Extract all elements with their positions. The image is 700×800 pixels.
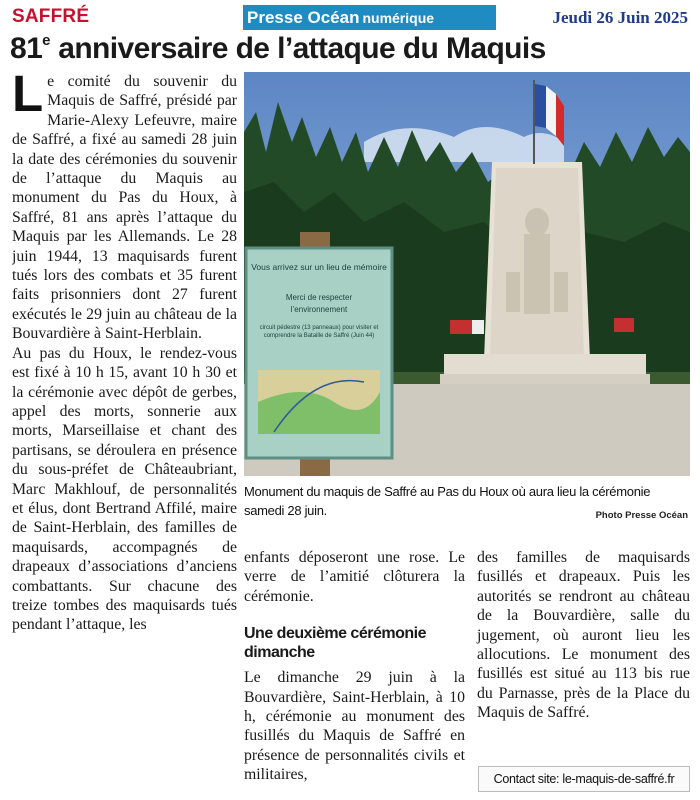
article-column-2 <box>244 548 465 785</box>
article-column-3 <box>477 548 690 723</box>
sign-small-text: circuit pédestre (13 panneaux) pour visiter et comprendre la Bataille de Saffré (Juin 44) <box>259 325 379 339</box>
contact-site-link[interactable]: Contact site: le-maquis-de-saffré.fr <box>478 766 690 792</box>
article-paragraph-3: enfants déposeront une rose. Le verre de l’amitié clôturera la cérémonie. <box>244 549 465 605</box>
article-column-1 <box>12 72 237 798</box>
drop-cap: L <box>12 72 44 122</box>
sign-line-1: Merci de respecter <box>285 293 353 302</box>
headline-ordinal: e <box>42 32 51 49</box>
photo-credit: Photo Presse Océan <box>595 510 688 521</box>
brand-name: Presse Océan <box>247 8 360 27</box>
article-paragraph-5: des familles de maquisards fusillés et drapeaux. Puis les autorités se rendront au château de la Bouvardière, salle du jugement, où auront lieu les allocutions. Le monument des fusillés est situé au 113 bis rue du Parnasse, près de la Place du Maquis de Saffré. <box>477 549 690 722</box>
article-headline <box>10 32 700 66</box>
brand-sub: numérique <box>362 10 435 26</box>
headline-number: 81 <box>10 32 43 65</box>
paragraph-1-text: e comité du souvenir du Maquis de Saffré, présidé par Marie-Alexy Lefeuvre, maire de Saffré, a fixé au samedi 28 juin la date des cérémonies du souvenir de l’attaque du Maquis au monument du Pas du Houx, à Saffré, 81 ans après l’attaque du Maquis par les Allemands. Le 28 juin 1944, 13 maquisards furent tués lors des combats et 35 furent faits prisonniers dont 27 furent exécutés le 29 juin au château de la Bouvardière à Saint-Herblain. <box>12 73 237 343</box>
sign-line-2: l’environnement <box>290 305 348 314</box>
headline-text: anniversaire de l’attaque du Maquis <box>50 32 546 65</box>
photo-caption: Monument du maquis de Saffré au Pas du Houx où aura lieu la cérémonie samedi 28 juin. <box>244 484 651 518</box>
sign-title: Vous arrivez sur un lieu de mémoire <box>251 262 387 272</box>
monument-photo-illustration <box>244 72 690 476</box>
article-paragraph-1 <box>12 72 237 344</box>
section-kicker: SAFFRÉ <box>12 6 90 27</box>
article-paragraph-4: Le dimanche 29 juin à la Bouvardière, Saint-Herblain, à 10 h, cérémonie au monument des fusillés du Maquis de Saffré en présence de personnalités civils et militaires, <box>244 669 465 784</box>
newspaper-brand <box>243 5 496 30</box>
article-paragraph-2: Au pas du Houx, le rendez-vous est fixé à 10 h 15, avant 10 h 30 et la cérémonie avec dépôt de gerbes, appel des morts, sonnerie aux morts, Marseillaise et chant des partisans, se déroulera en présence du sous-préfet de Châteaubriant, Marc Makhlouf, de personnalités et élus, dont Bertrand Affilé, maire de Saint-Herblain, des familles de maquisards, accompagnés de drapeaux d’associations d’anciens combattants. Sur chacune des treize tombes des maquisards tués pendant l’attaque, les <box>12 344 237 634</box>
issue-date: Jeudi 26 Juin 2025 <box>552 8 688 27</box>
article-subheading: Une deuxième cérémonie dimanche <box>244 625 426 662</box>
article-photo <box>244 72 690 476</box>
